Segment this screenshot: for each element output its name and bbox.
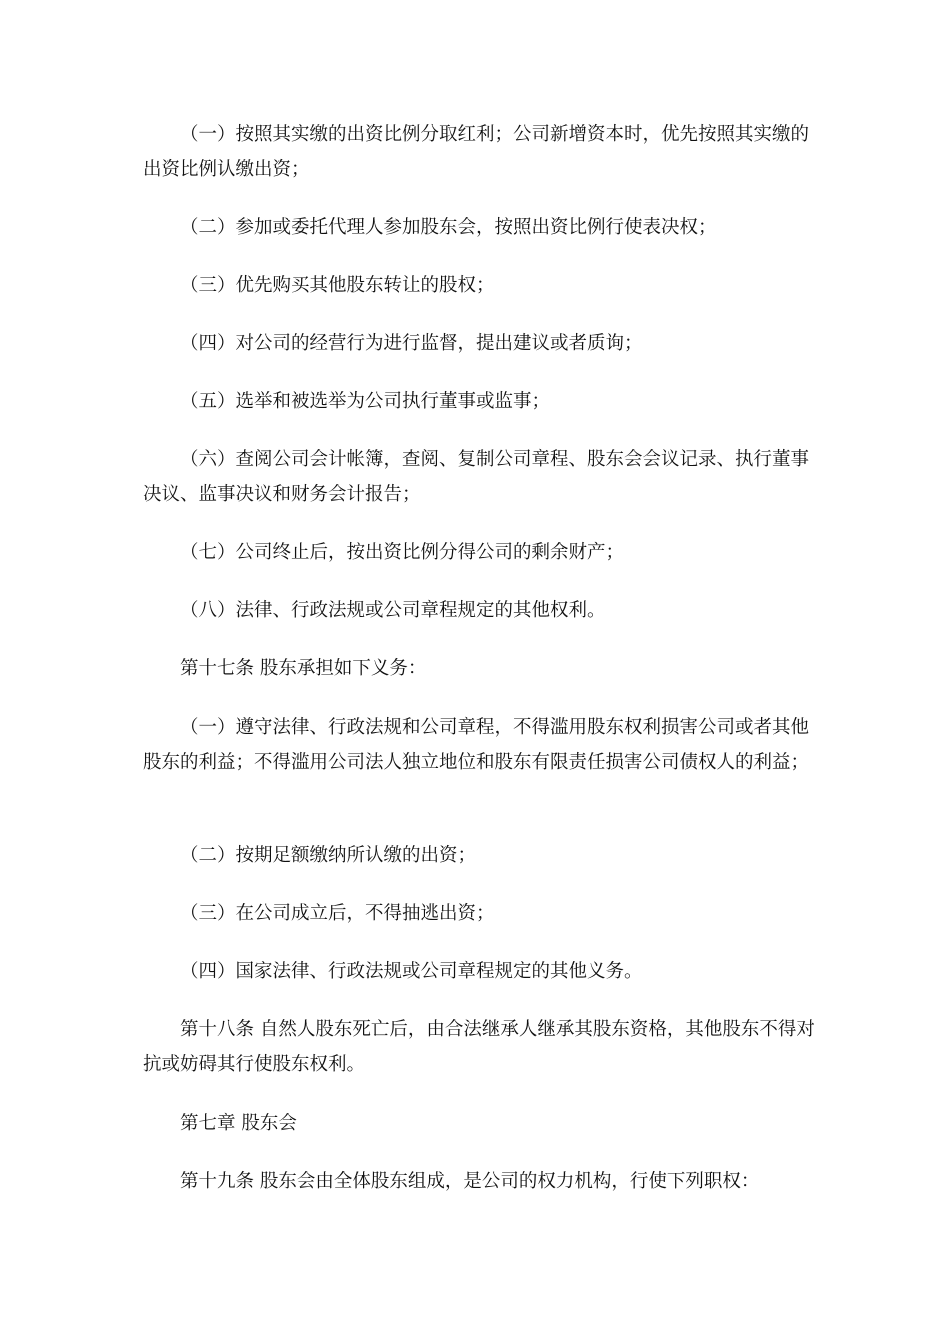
paragraph-right-7: （七）公司终止后，按出资比例分得公司的剩余财产； bbox=[180, 542, 625, 563]
paragraph-right-3: （三）优先购买其他股东转让的股权； bbox=[180, 275, 495, 296]
paragraph-right-5: （五）选举和被选举为公司执行董事或监事； bbox=[180, 391, 551, 412]
chapter-7-heading: 第七章 股东会 bbox=[180, 1113, 297, 1134]
paragraph-duty-3: （三）在公司成立后，不得抽逃出资； bbox=[180, 903, 495, 924]
paragraph-duty-1: （一）遵守法律、行政法规和公司章程，不得滥用股东权利损害公司或者其他股东的利益；不得滥用公司法人独立地位和股东有限责任损害公司债权人的利益； bbox=[143, 717, 810, 773]
paragraph-right-6: （六）查阅公司会计帐簿，查阅、复制公司章程、股东会会议记录、执行董事决议、监事决议和财务会计报告； bbox=[143, 449, 810, 505]
paragraph-duty-2: （二）按期足额缴纳所认缴的出资； bbox=[180, 845, 477, 866]
article-17-heading: 第十七条 股东承担如下义务： bbox=[180, 658, 427, 679]
paragraph-right-8: （八）法律、行政法规或公司章程规定的其他权利。 bbox=[180, 600, 606, 621]
paragraph-duty-4: （四）国家法律、行政法规或公司章程规定的其他义务。 bbox=[180, 961, 643, 982]
paragraph-right-1: （一）按照其实缴的出资比例分取红利；公司新增资本时，优先按照其实缴的出资比例认缴出资； bbox=[143, 124, 810, 180]
article-19: 第十九条 股东会由全体股东组成，是公司的权力机构，行使下列职权： bbox=[180, 1171, 760, 1192]
paragraph-right-2: （二）参加或委托代理人参加股东会，按照出资比例行使表决权； bbox=[180, 217, 717, 238]
article-18: 第十八条 自然人股东死亡后，由合法继承人继承其股东资格，其他股东不得对抗或妨碍其行使股东权利。 bbox=[143, 1019, 815, 1075]
paragraph-right-4: （四）对公司的经营行为进行监督，提出建议或者质询； bbox=[180, 333, 643, 354]
